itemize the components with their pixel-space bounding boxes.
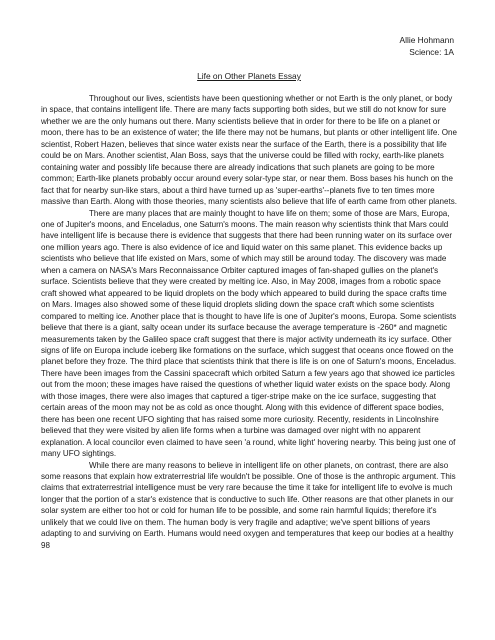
document-header xyxy=(41,34,457,58)
paragraph-2: There are many places that are mainly thought to have life on them; some of those are Mars, Europa, one of Jupiter's moons, and Enceladus, one Saturn's moons. The main reason why scientists think that Mars could have intelligent life is because there is evidence that suggests that there had been running water on its surface over one million years ago. There is also evidence of ice and liquid water on this same planet. This evidence backs up scientists who believe that life existed on Mars, some of which may still be around today. The discovery was made when a camera on NASA's Mars Reconnaissance Orbiter captured images of fan-shaped gullies on the planet's surface. Scientists believe that they were created by melting ice. Also, in May 2008, images from a robotic space craft showed what appeared to be liquid droplets on the body which appeared to build during the space crafts time on Mars. Images also showed some of these liquid droplets sliding down the space craft which some scientists compared to melting ice. Another place that is thought to have life is one of Jupiter's moons, Europa. Some scientists believe that there is a giant, salty ocean under its surface because the average temperature is -260* and magnetic measurements taken by the Galileo space craft suggest that there is major activity underneath its icy surface. Other signs of life on Europa include iceberg like formations on the surface, which suggest that oceans once flowed on the planet before they froze. The third place that scientists think that there is life is on one of Saturn's moons, Enceladus. There have been images from the Cassini spacecraft which orbited Saturn a few years ago that showed ice particles out from the moon; these images have raised the questions of whether liquid water exists on the space body. Along with those images, there were also images that captured a tiger-stripe make on the ice surface, suggesting that certain areas of the moon may not be as cold as once thought. Along with this evidence of different space bodies, there has been one recent UFO sighting that has raised some more curiosity. Recently, residents in Lincolnshire believed that they were visited by alien life forms when a turbine was damaged over night with no apparent explanation. A local councilor even claimed to have seen 'a round, white light' hovering nearby. This being just one of many UFO sightings. xyxy=(41,208,457,459)
paragraph-1: Throughout our lives, scientists have been questioning whether or not Earth is the only planet, or body in space, that contains intelligent life. There are many facts supporting both sides, but we still do not know for sure whether we are the only humans out there. Many scientists believe that in order for there to be life on a planet or moon, there has to be an existence of water; the life there may not be humans, but plants or other intelligent life. One scientist, Robert Hazen, believes that since water exists near the surface of the Earth, there is a possibility that life could be on Mars. Another scientist, Alan Boss, says that the universe could be filled with rocky, earth-like planets containing water and possibly life because there are already indications that such planets are going to be more common; Earth-like planets probably occur around every solar-type star, or near them. Boss bases his hunch on the fact that for nearby sun-like stars, about a third have turned up as 'super-earths'--planets five to ten times more massive than Earth. Along with those theories, many scientists also believe that life of earth came from other planets. xyxy=(41,94,457,207)
essay-body xyxy=(41,93,457,551)
class-label: Science: 1A xyxy=(409,47,454,57)
essay-title: Life on Other Planets Essay xyxy=(197,71,301,81)
author-name: Allie Hohmann xyxy=(399,35,454,45)
paragraph-3: While there are many reasons to believe in intelligent life on other planets, on contrast, there are also some reasons that explain how extraterrestrial life wouldn't be possible. One of those is the anthropic argument. This claims that extraterrestrial intelligence must be very rare because the time it take for intelligent life to evolve is much longer that the portion of a star's existence that is conductive to such life. Other reasons are that other planets in our solar system are either too hot or cold for human life to be possible, and some rain harmful liquids; therefore it's unlikely that we could live on them. The human body is very fragile and adaptive; we've spent billions of years adapting to and surviving on Earth. Humans would need oxygen and temperatures that keep our bodies at a healthy 98 xyxy=(41,460,456,550)
